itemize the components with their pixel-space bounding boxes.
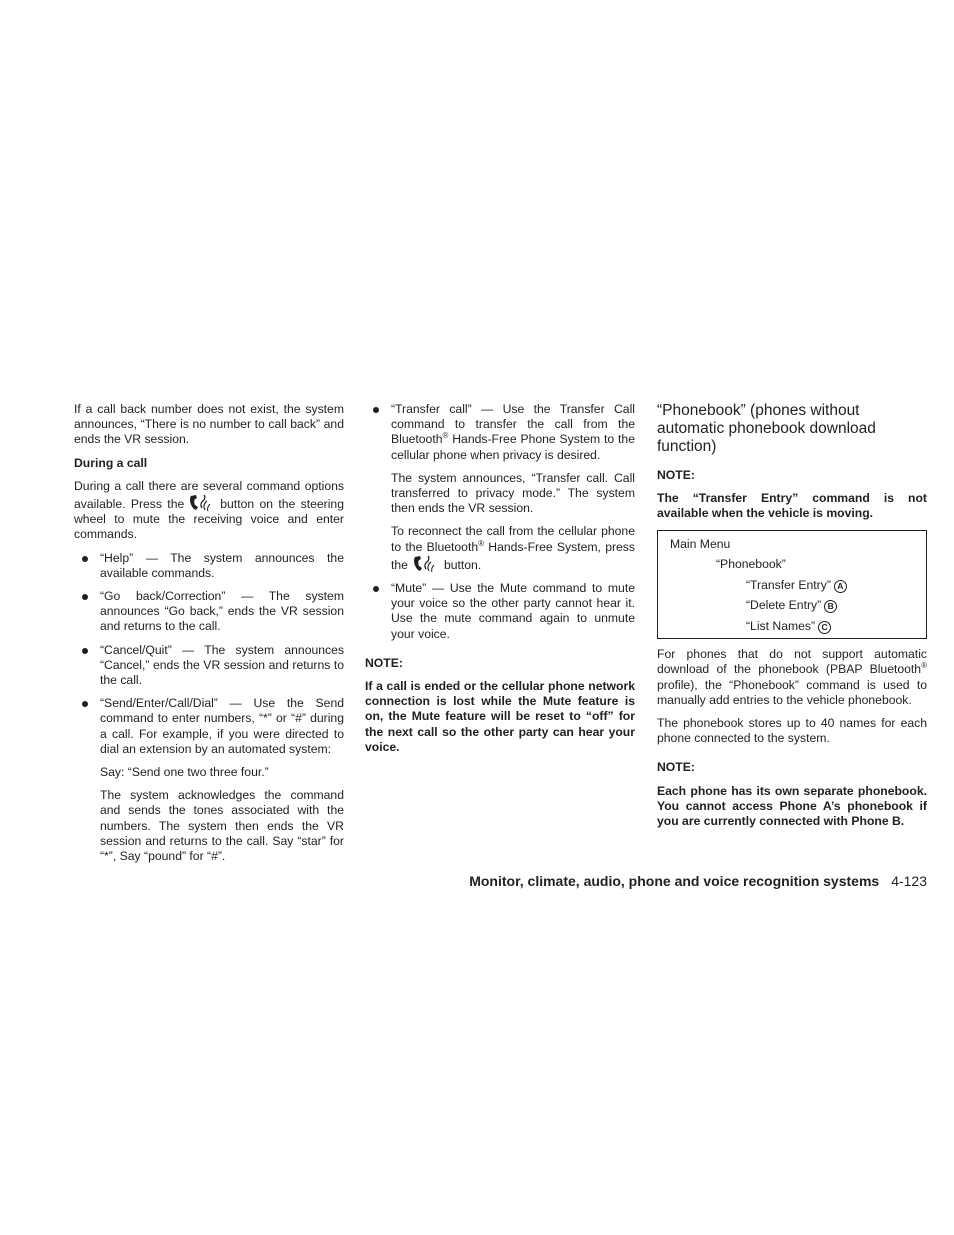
page-number: 4-123 — [891, 873, 927, 889]
bullet-icon — [82, 648, 88, 654]
note-label-2: NOTE: — [657, 760, 695, 775]
column-right — [657, 402, 927, 837]
command-list — [74, 551, 344, 865]
stores-text: The phonebook stores up to 40 names for each phone connected to the system. — [657, 715, 927, 746]
list-item: “Mute” — Use the Mute command to mute your voice so the other party cannot hear it. Use the mute command again to unmute your voice. — [365, 581, 635, 642]
pbap-text: For phones that do not support automatic download of the phonebook (PBAP Bluetooth® profile), the “Phonebook” command is used to manually add entries to the vehicle phonebook. — [657, 647, 927, 707]
bullet-icon — [373, 586, 379, 592]
note-label: NOTE: — [657, 468, 695, 482]
menu-delete-entry: “Delete Entry” B — [670, 595, 916, 616]
phone-voice-icon — [412, 555, 438, 573]
during-call-heading: During a call — [74, 455, 148, 470]
acknowledge-text: The system acknowledges the command and sends the tones associated with the numbers. The system then ends the VR session and returns to the call. Say “star” for “*”, Say “pound” for “#”. — [100, 788, 344, 864]
column-left — [74, 402, 344, 872]
note-text: The “Transfer Entry” command is not available when the vehicle is moving. — [657, 491, 927, 521]
section-title: “Phonebook” (phones without automatic phonebook download function) — [657, 402, 876, 455]
list-item — [365, 402, 635, 573]
menu-phonebook: “Phonebook” — [716, 557, 786, 572]
footer-section: Monitor, climate, audio, phone and voice recognition systems — [469, 873, 880, 889]
menu-transfer-entry: “Transfer Entry” A — [670, 575, 916, 596]
note-label: NOTE: — [365, 655, 403, 670]
command-list-2 — [365, 402, 635, 642]
column-middle — [365, 402, 635, 763]
bullet-icon — [82, 701, 88, 707]
callback-intro: If a call back number does not exist, the system announces, “There is no number to call back” and ends the VR session. — [74, 402, 344, 447]
callout-b: B — [824, 600, 837, 613]
menu-list-names: “List Names” C — [670, 616, 916, 637]
during-call-text: During a call there are several command options available. Press the button on the steering wheel to mute the receiving voice and enter commands. — [74, 478, 344, 542]
phone-voice-icon — [188, 494, 214, 512]
list-item: “Send/Enter/Call/Dial” — Use the Send command to enter numbers, “*” or “#” during a call. For example, if you were directed to dial an extension by an automated system: Say: “Send one two three four.” The system acknowledges the command and sends the tones associated with the numbers. The system then ends the VR session and returns to the call. Say “star” for “*”, Say “pound” for “#”. — [74, 696, 344, 864]
menu-main: Main Menu — [670, 536, 731, 551]
bullet-icon — [373, 407, 379, 413]
page-footer — [430, 872, 927, 890]
menu-tree-box — [657, 530, 927, 640]
reconnect-text: To reconnect the call from the cellular phone to the Bluetooth® Hands-Free System, press the button. — [391, 524, 635, 572]
list-item: “Help” — The system announces the available commands. — [74, 551, 344, 581]
note-text-2: Each phone has its own separate phonebook. You cannot access Phone A’s phonebook if you are currently connected with Phone B. — [657, 783, 927, 828]
list-item: “Cancel/Quit” — The system announces “Cancel,” ends the VR session and returns to the call. — [74, 643, 344, 689]
bullet-icon — [82, 594, 88, 600]
transfer-call-text: “Transfer call” — Use the Transfer Call command to transfer the call from the Bluetooth® Hands-Free Phone System to the cellular phone when privacy is desired. — [391, 402, 635, 462]
list-item: “Go back/Correction” — The system announces “Go back,” ends the VR session and returns to the call. — [74, 589, 344, 635]
say-example: Say: “Send one two three four.” — [100, 765, 269, 780]
bullet-icon — [82, 556, 88, 562]
callout-c: C — [818, 621, 831, 634]
callout-a: A — [834, 580, 847, 593]
transfer-announce: The system announces, “Transfer call. Call transferred to privacy mode.” The system then ends the VR session. — [391, 470, 635, 516]
note-text: If a call is ended or the cellular phone network connection is lost while the Mute feature is on, the Mute feature will be reset to “off” for the next call so the other party can hear your voice. — [365, 679, 635, 754]
